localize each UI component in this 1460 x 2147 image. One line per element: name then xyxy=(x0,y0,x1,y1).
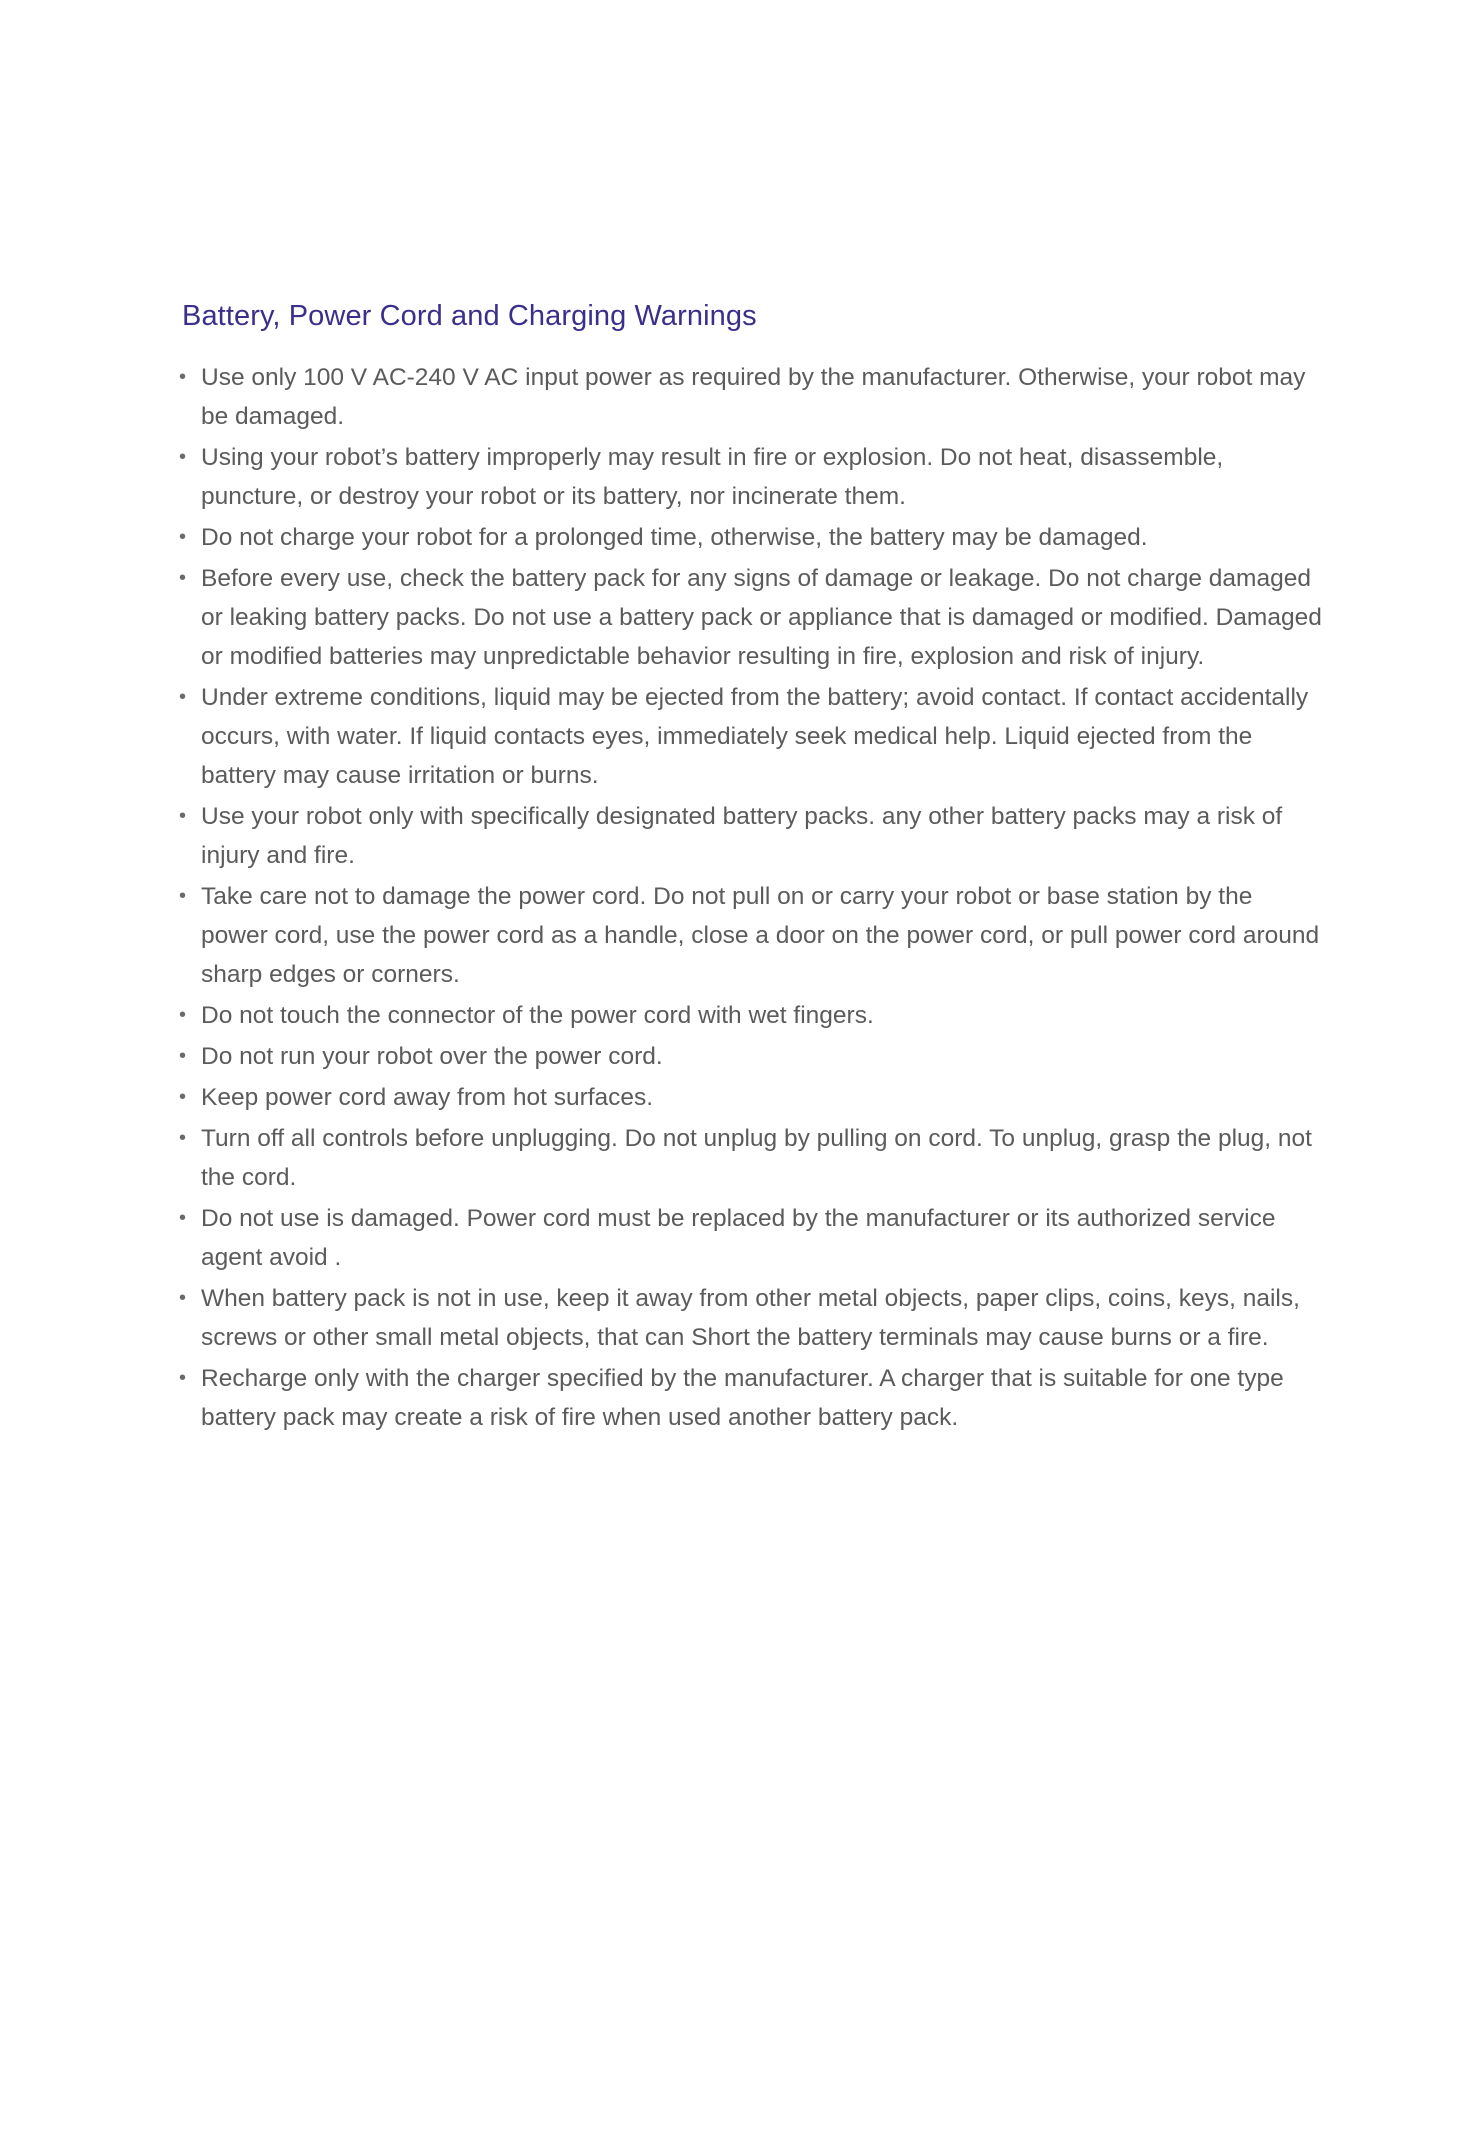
warning-damaged-cord: • Do not use is damaged. Power cord must be replaced by the manufacturer or its authorized service agent avoid . xyxy=(182,1199,1322,1277)
warning-power-cord-care: • Take care not to damage the power cord. Do not pull on or carry your robot or base station by the power cord, use the power cord as a handle, close a door on the power cord, or pull power cord around sharp edges or corners. xyxy=(182,877,1322,994)
warning-prolonged-charge: • Do not charge your robot for a prolonged time, otherwise, the battery may be damaged. xyxy=(182,518,1322,557)
warning-run-over-cord: • Do not run your robot over the power cord. xyxy=(182,1037,1322,1076)
section-heading: Battery, Power Cord and Charging Warnings xyxy=(182,300,757,332)
warning-wet-fingers: • Do not touch the connector of the power cord with wet fingers. xyxy=(182,996,1322,1035)
warning-input-power: • Use only 100 V AC-240 V AC input power as required by the manufacturer. Otherwise, your robot may be damaged. xyxy=(182,358,1322,436)
warning-specified-charger: • Recharge only with the charger specified by the manufacturer. A charger that is suitable for one type battery pack may create a risk of fire when used another battery pack. xyxy=(182,1359,1322,1437)
warning-battery-misuse: • Using your robot’s battery improperly may result in fire or explosion. Do not heat, disassemble, puncture, or destroy your robot or its battery, nor incinerate them. xyxy=(182,438,1322,516)
warnings-list xyxy=(182,358,1322,1437)
warning-battery-liquid: • Under extreme conditions, liquid may be ejected from the battery; avoid contact. If contact accidentally occurs, with water. If liquid contacts eyes, immediately seek medical help. Liquid ejected from the battery may cause irritation or burns. xyxy=(182,678,1322,795)
warning-designated-packs: • Use your robot only with specifically designated battery packs. any other battery packs may a risk of injury and fire. xyxy=(182,797,1322,875)
warning-check-battery: • Before every use, check the battery pack for any signs of damage or leakage. Do not charge damaged or leaking battery packs. Do not use a battery pack or appliance that is damaged or modified. Damaged or modified batteries may unpredictable behavior resulting in fire, explosion and risk of injury. xyxy=(182,559,1322,676)
warnings-section xyxy=(182,296,1322,1439)
warning-metal-objects: • When battery pack is not in use, keep it away from other metal objects, paper clips, coins, keys, nails, screws or other small metal objects, that can Short the battery terminals may cause burns or a fire. xyxy=(182,1279,1322,1357)
warning-unplugging: • Turn off all controls before unplugging. Do not unplug by pulling on cord. To unplug, grasp the plug, not the cord. xyxy=(182,1119,1322,1197)
warning-hot-surfaces: • Keep power cord away from hot surfaces. xyxy=(182,1078,1322,1117)
